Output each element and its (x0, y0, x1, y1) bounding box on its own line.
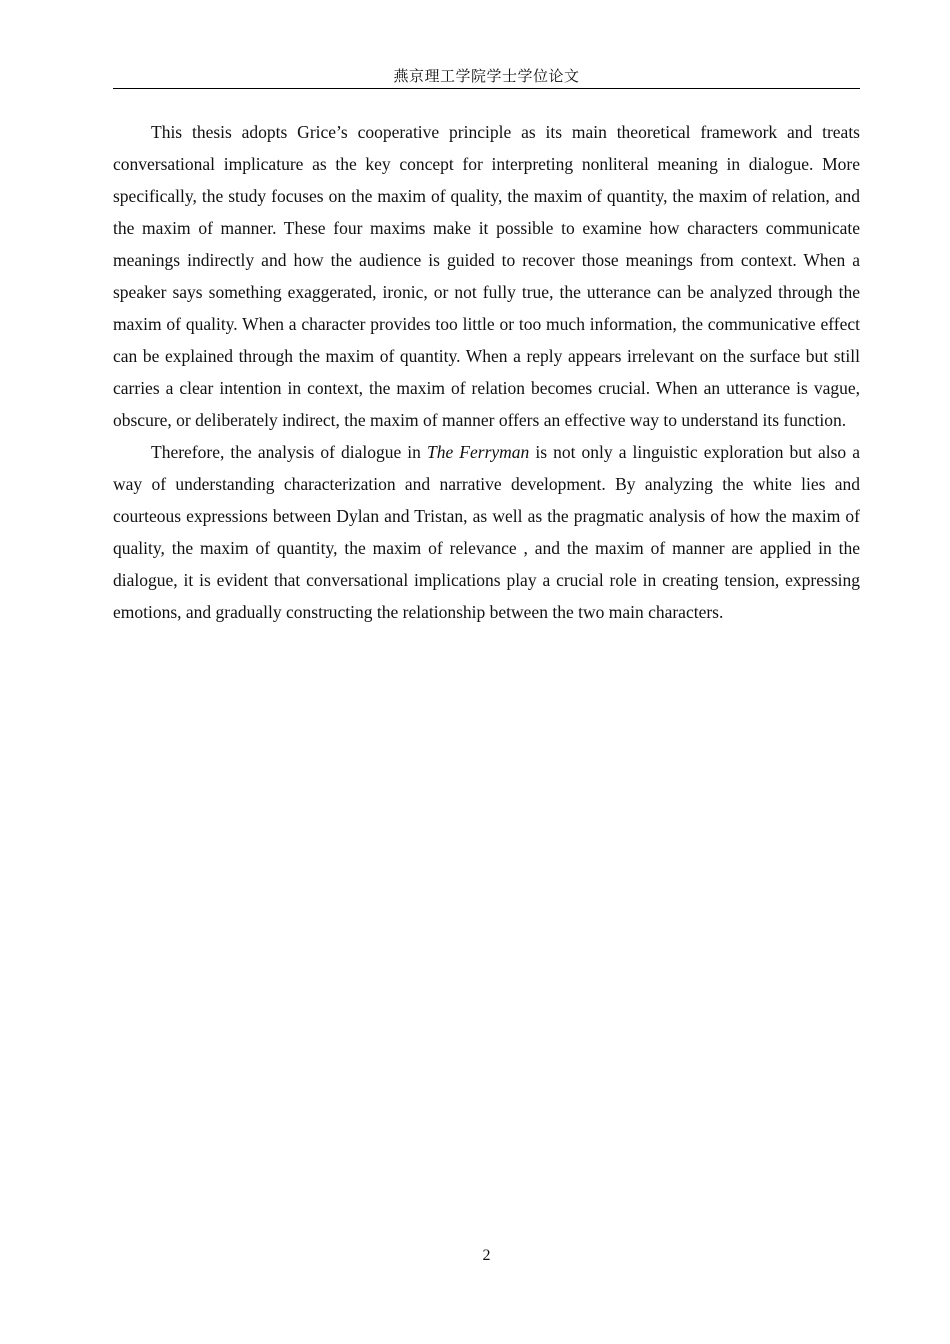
header-rule (113, 88, 860, 89)
work-title: The Ferryman (426, 442, 530, 462)
paragraph-2-body: is not only a linguistic exploration but also a way of understanding characterization and narrative development. By analyzing the white lies and courteous expressions between Dylan and Tristan, as well as the pragmatic analysis of how the maxim of quality, the maxim of quantity, the maxim of relevance , and the maxim of manner are applied in the dialogue, it is evident that conversational implications play a crucial role in creating tension, expressing emotions, and gradually constructing the relationship between the two main characters. (113, 442, 860, 622)
paragraph-2 (113, 436, 860, 628)
paragraph-1: This thesis adopts Grice’s cooperative principle as its main theoretical framework and treats conversational implicature as the key concept for interpreting nonliteral meaning in dialogue. More specifically, the study focuses on the maxim of quality, the maxim of quantity, the maxim of relation, and the maxim of manner. These four maxims make it possible to examine how characters communicate meanings indirectly and how the audience is guided to recover those meanings from context. When a speaker says something exaggerated, ironic, or not fully true, the utterance can be analyzed through the maxim of quality. When a character provides too little or too much information, the communicative effect can be explained through the maxim of quantity. When a reply appears irrelevant on the surface but still carries a clear intention in context, the maxim of relation becomes crucial. When an utterance is vague, obscure, or deliberately indirect, the maxim of manner offers an effective way to understand its function. (113, 122, 860, 430)
paragraph-2-intro: Therefore, the analysis of dialogue in (151, 442, 427, 462)
running-header: 燕京理工学院学士学位论文 (393, 67, 580, 85)
body-text (113, 116, 860, 628)
page-number: 2 (482, 1247, 491, 1264)
